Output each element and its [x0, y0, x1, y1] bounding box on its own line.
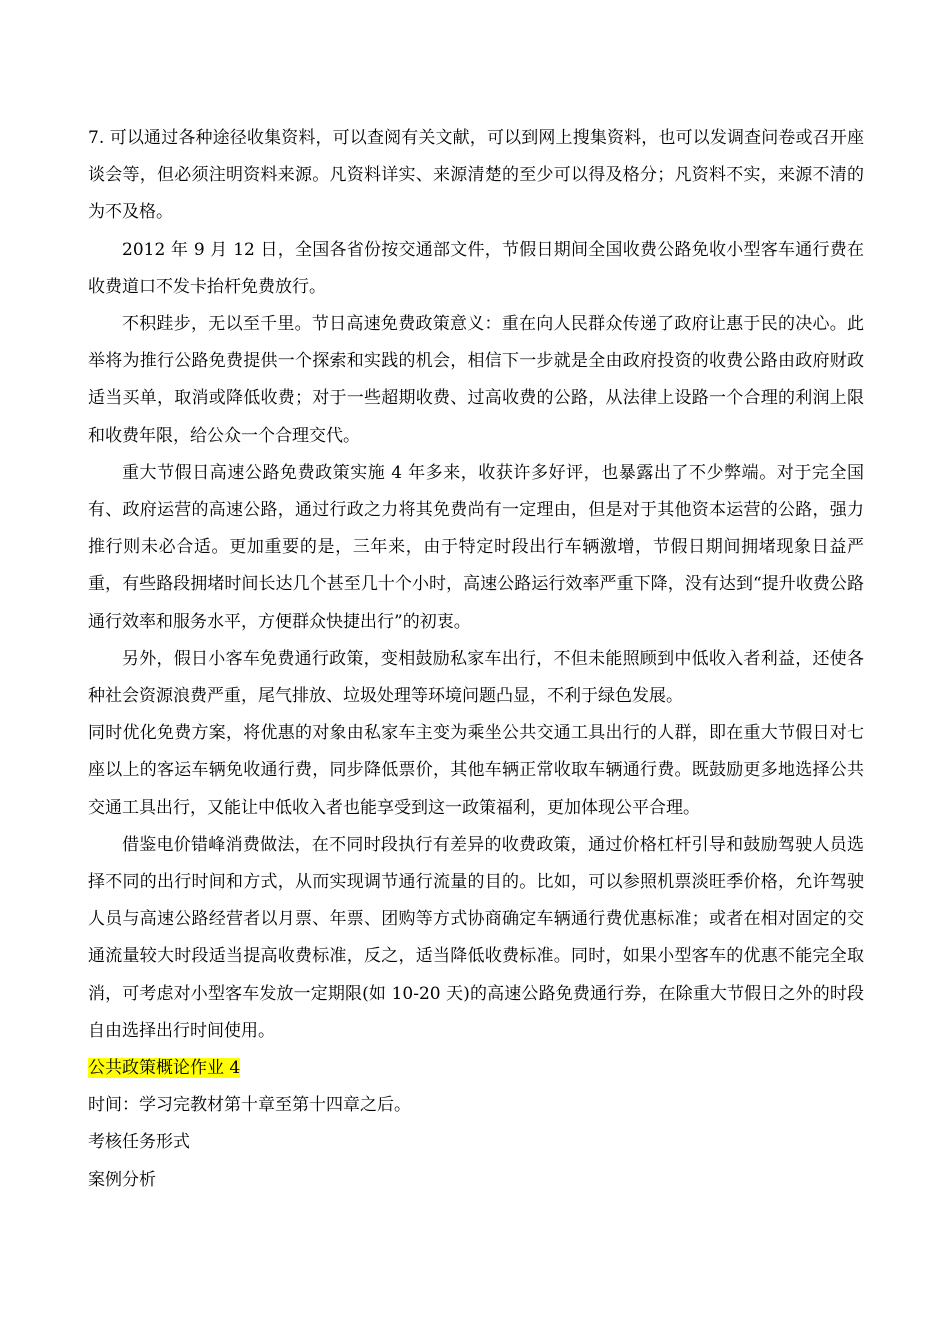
- task-form-line: 考核任务形式: [88, 1132, 190, 1153]
- assignment-heading-text: 公共政策概论作业 4: [88, 1058, 241, 1079]
- document-body: [88, 120, 864, 1199]
- paragraph-peak-pricing: 借鉴电价错峰消费做法，在不同时段执行有差异的收费政策，通过价格杠杆引导和鼓励驾驶人员选择不同的出行时间和方式，从而实现调节通行流量的目的。比如，可以参照机票淡旺季价格，允许驾驶人员与高速公路经营者以月票、年票、团购等方式协商确定车辆通行费优惠标准；或者在相对固定的交通流量较大时段适当提高收费标准，反之，适当降低收费标准。同时，如果小型客车的优惠不能完全取消，可考虑对小型客车发放一定期限(如 10-20 天)的高速公路免费通行券，在除重大节假日之外的时段自由选择出行时间使用。: [88, 834, 864, 1041]
- paragraph-private-car: 另外，假日小客车免费通行政策，变相鼓励私家车出行，不但未能照顾到中低收入者利益，还使各种社会资源浪费严重，尾气排放、垃圾处理等环境问题凸显，不利于绿色发展。: [88, 648, 864, 707]
- paragraph-policy-drawbacks: 重大节假日高速公路免费政策实施 4 年多来，收获许多好评，也暴露出了不少弊端。对于完全国有、政府运营的高速公路，通过行政之力将其免费尚有一定理由，但是对于其他资本运营的公路，强力推行则未必合适。更加重要的是，三年来，由于特定时段出行车辆激增，节假日期间拥堵现象日益严重，有些路段拥堵时间长达几个甚至几十个小时，高速公路运行效率严重下降，没有达到“提升收费公路通行效率和服务水平，方便群众快捷出行”的初衷。: [88, 462, 864, 632]
- time-line: 时间：学习完教材第十章至第十四章之后。: [88, 1095, 411, 1116]
- paragraph-policy-date: 2012 年 9 月 12 日，全国各省份按交通部文件，节假日期间全国收费公路免收小型客车通行费在收费道口不发卡抬杆免费放行。: [88, 239, 864, 297]
- paragraph-optimize-scheme: 同时优化免费方案，将优惠的对象由私家车主变为乘坐公共交通工具出行的人群，即在重大节假日对七座以上的客运车辆免收通行费，同步降低票价，其他车辆正常收取车辆通行费。既鼓励更多地选择公共交通工具出行，又能让中低收入者也能享受到这一政策福利，更加体现公平合理。: [88, 723, 864, 818]
- item-7-paragraph: 7. 可以通过各种途径收集资料，可以查阅有关文献，可以到网上搜集资料，也可以发调查问卷或召开座谈会等，但必须注明资料来源。凡资料详实、来源清楚的至少可以得及格分；凡资料不实，来源不清的为不及格。: [88, 128, 864, 223]
- assignment-heading: [88, 1050, 864, 1087]
- paragraph-policy-significance: 不积跬步，无以至千里。节日高速免费政策意义：重在向人民群众传递了政府让惠于民的决心。此举将为推行公路免费提供一个探索和实践的机会，相信下一步就是全由政府投资的收费公路由政府财政适当买单，取消或降低收费；对于一些超期收费、过高收费的公路，从法律上设路一个合理的利润上限和收费年限，给公众一个合理交代。: [88, 314, 864, 446]
- case-analysis-line: 案例分析: [88, 1169, 156, 1190]
